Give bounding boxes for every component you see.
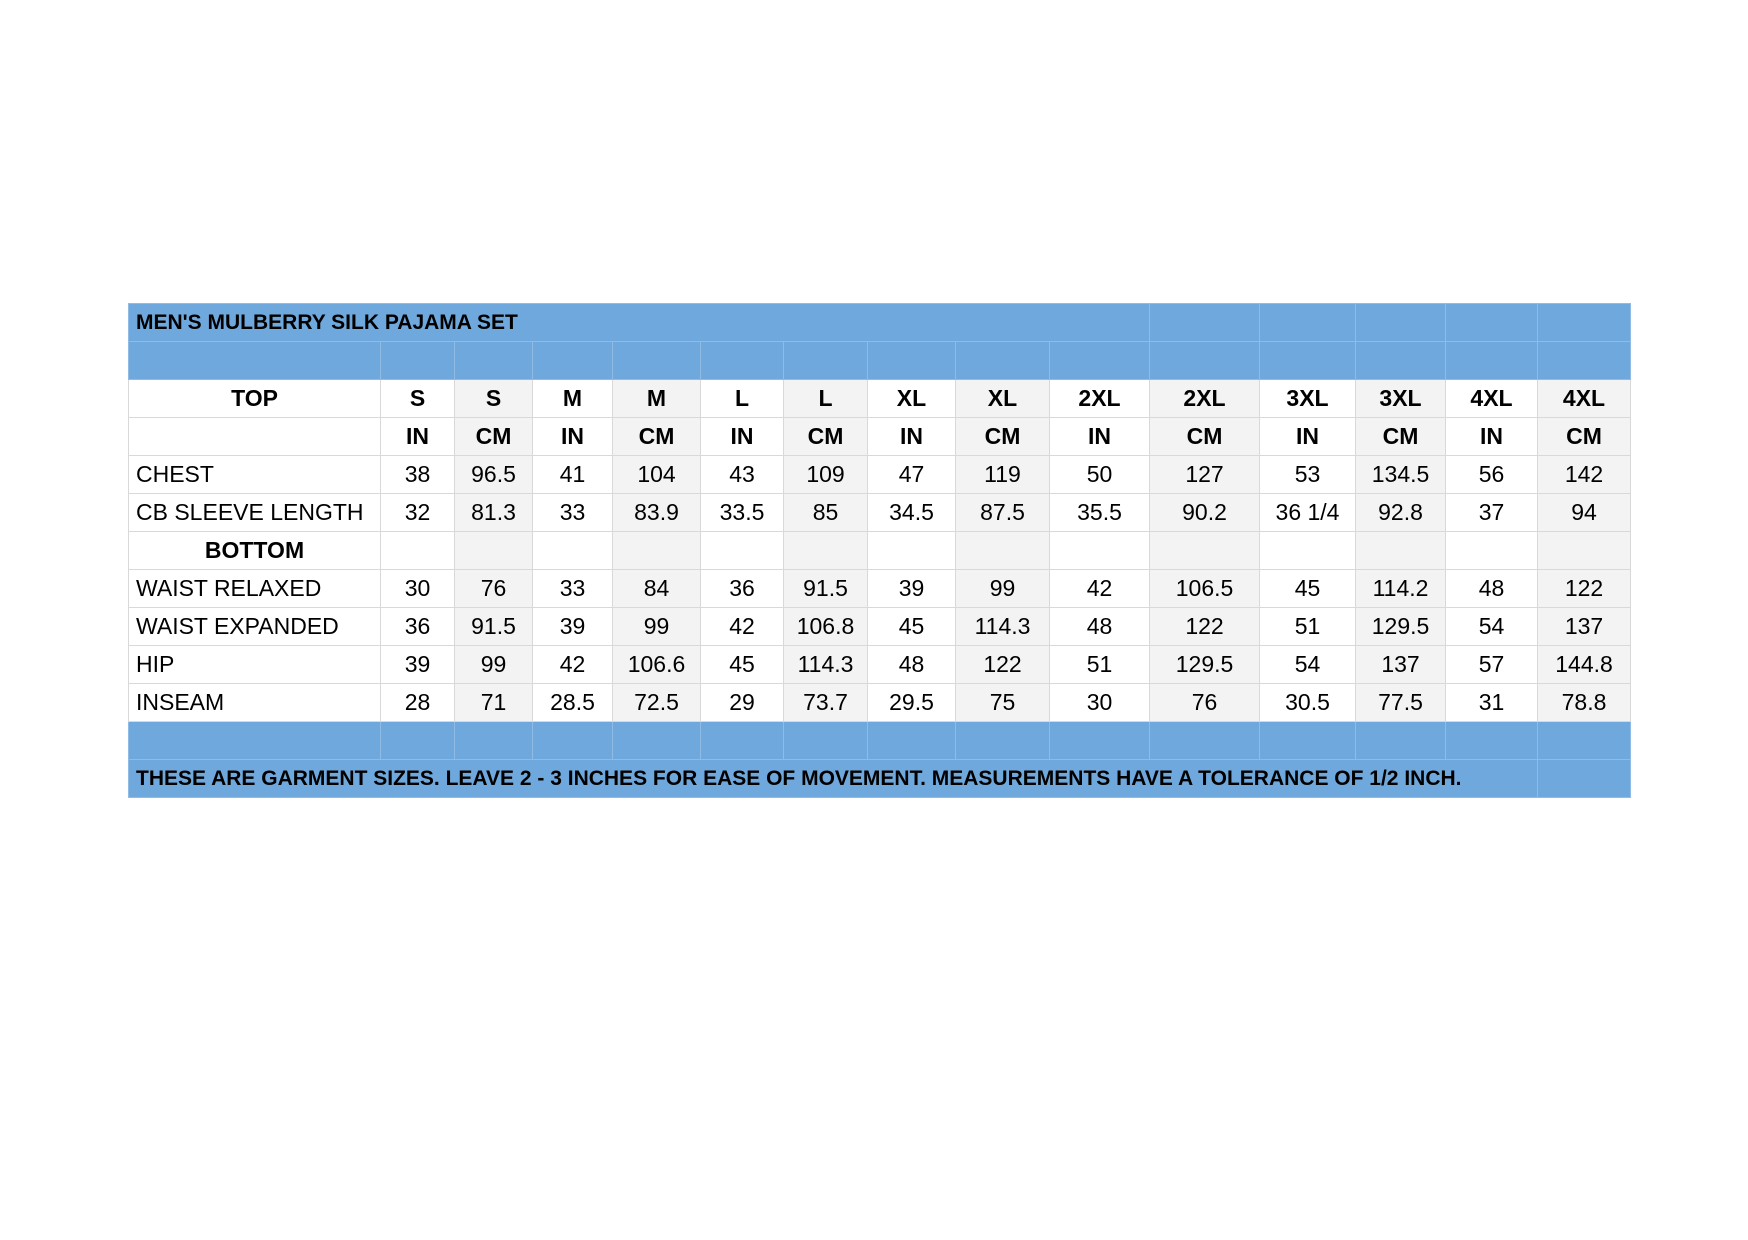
value-cell: 30 (1050, 684, 1150, 722)
empty-cell (956, 532, 1050, 570)
value-cell: 104 (613, 456, 701, 494)
value-cell: 32 (381, 494, 455, 532)
value-cell: 91.5 (455, 608, 533, 646)
title-row (129, 304, 1631, 342)
value-cell: 34.5 (868, 494, 956, 532)
size-cell: 3XL (1260, 380, 1356, 418)
value-cell: 75 (956, 684, 1050, 722)
bottom-section-header-row (129, 532, 1631, 570)
value-cell: 36 1/4 (1260, 494, 1356, 532)
section-label-top: TOP (129, 380, 381, 418)
unit-cell: IN (381, 418, 455, 456)
value-cell: 99 (613, 608, 701, 646)
value-cell: 56 (1446, 456, 1538, 494)
value-cell: 134.5 (1356, 456, 1446, 494)
size-cell: M (533, 380, 613, 418)
value-cell: 42 (533, 646, 613, 684)
value-cell: 45 (1260, 570, 1356, 608)
value-cell: 96.5 (455, 456, 533, 494)
value-cell: 76 (1150, 684, 1260, 722)
unit-cell: CM (1538, 418, 1631, 456)
empty-cell (613, 532, 701, 570)
value-cell: 76 (455, 570, 533, 608)
empty-cell (868, 532, 956, 570)
size-cell: S (381, 380, 455, 418)
row-label: CB SLEEVE LENGTH (129, 494, 381, 532)
value-cell: 114.2 (1356, 570, 1446, 608)
value-cell: 87.5 (956, 494, 1050, 532)
value-cell: 92.8 (1356, 494, 1446, 532)
value-cell: 37 (1446, 494, 1538, 532)
value-cell: 77.5 (1356, 684, 1446, 722)
table-title: MEN'S MULBERRY SILK PAJAMA SET (129, 304, 1150, 342)
empty-cell (1050, 532, 1150, 570)
value-cell: 45 (868, 608, 956, 646)
value-cell: 33 (533, 494, 613, 532)
value-cell: 51 (1260, 608, 1356, 646)
measurement-row (129, 494, 1631, 532)
value-cell: 43 (701, 456, 784, 494)
value-cell: 29 (701, 684, 784, 722)
unit-cell: IN (1260, 418, 1356, 456)
value-cell: 29.5 (868, 684, 956, 722)
value-cell: 30 (381, 570, 455, 608)
value-cell: 122 (956, 646, 1050, 684)
unit-cell: CM (455, 418, 533, 456)
value-cell: 137 (1356, 646, 1446, 684)
value-cell: 83.9 (613, 494, 701, 532)
row-label: CHEST (129, 456, 381, 494)
value-cell: 119 (956, 456, 1050, 494)
value-cell: 114.3 (784, 646, 868, 684)
value-cell: 48 (1050, 608, 1150, 646)
value-cell: 114.3 (956, 608, 1050, 646)
value-cell: 39 (533, 608, 613, 646)
unit-cell: IN (1446, 418, 1538, 456)
size-cell: 2XL (1050, 380, 1150, 418)
value-cell: 54 (1260, 646, 1356, 684)
size-cell: 4XL (1446, 380, 1538, 418)
value-cell: 47 (868, 456, 956, 494)
spacer-row-bottom (129, 722, 1631, 760)
value-cell: 50 (1050, 456, 1150, 494)
value-cell: 85 (784, 494, 868, 532)
value-cell: 99 (956, 570, 1050, 608)
value-cell: 36 (381, 608, 455, 646)
empty-cell (701, 532, 784, 570)
value-cell: 28.5 (533, 684, 613, 722)
empty-cell (1538, 532, 1631, 570)
row-label (129, 418, 381, 456)
value-cell: 91.5 (784, 570, 868, 608)
empty-cell (381, 532, 455, 570)
empty-cell (1356, 532, 1446, 570)
value-cell: 127 (1150, 456, 1260, 494)
measurement-row (129, 456, 1631, 494)
value-cell: 33.5 (701, 494, 784, 532)
value-cell: 38 (381, 456, 455, 494)
empty-cell (1150, 532, 1260, 570)
unit-cell: CM (1356, 418, 1446, 456)
value-cell: 48 (1446, 570, 1538, 608)
value-cell: 51 (1050, 646, 1150, 684)
measurement-row (129, 684, 1631, 722)
size-cell: L (701, 380, 784, 418)
value-cell: 122 (1150, 608, 1260, 646)
value-cell: 57 (1446, 646, 1538, 684)
value-cell: 54 (1446, 608, 1538, 646)
value-cell: 71 (455, 684, 533, 722)
unit-cell: CM (1150, 418, 1260, 456)
size-cell: XL (956, 380, 1050, 418)
value-cell: 137 (1538, 608, 1631, 646)
size-cell: M (613, 380, 701, 418)
spacer-row-top (129, 342, 1631, 380)
row-label: WAIST RELAXED (129, 570, 381, 608)
value-cell: 31 (1446, 684, 1538, 722)
section-label-bottom: BOTTOM (129, 532, 381, 570)
footnote-row (129, 760, 1631, 798)
value-cell: 84 (613, 570, 701, 608)
value-cell: 142 (1538, 456, 1631, 494)
size-chart-table (128, 303, 1631, 798)
value-cell: 72.5 (613, 684, 701, 722)
unit-cell: IN (868, 418, 956, 456)
value-cell: 30.5 (1260, 684, 1356, 722)
row-label: INSEAM (129, 684, 381, 722)
empty-cell (533, 532, 613, 570)
value-cell: 90.2 (1150, 494, 1260, 532)
unit-cell: IN (533, 418, 613, 456)
size-cell: S (455, 380, 533, 418)
unit-cell: IN (1050, 418, 1150, 456)
value-cell: 35.5 (1050, 494, 1150, 532)
size-cell: 4XL (1538, 380, 1631, 418)
value-cell: 53 (1260, 456, 1356, 494)
value-cell: 39 (381, 646, 455, 684)
value-cell: 45 (701, 646, 784, 684)
value-cell: 122 (1538, 570, 1631, 608)
value-cell: 48 (868, 646, 956, 684)
value-cell: 33 (533, 570, 613, 608)
measurement-row (129, 570, 1631, 608)
value-cell: 81.3 (455, 494, 533, 532)
value-cell: 144.8 (1538, 646, 1631, 684)
empty-cell (784, 532, 868, 570)
size-header-row (129, 380, 1631, 418)
value-cell: 78.8 (1538, 684, 1631, 722)
measurement-row (129, 646, 1631, 684)
value-cell: 42 (1050, 570, 1150, 608)
value-cell: 28 (381, 684, 455, 722)
empty-cell (455, 532, 533, 570)
value-cell: 106.8 (784, 608, 868, 646)
value-cell: 109 (784, 456, 868, 494)
size-cell: 2XL (1150, 380, 1260, 418)
value-cell: 36 (701, 570, 784, 608)
unit-header-row (129, 418, 1631, 456)
unit-cell: IN (701, 418, 784, 456)
value-cell: 39 (868, 570, 956, 608)
value-cell: 106.6 (613, 646, 701, 684)
empty-cell (1260, 532, 1356, 570)
measurement-row (129, 608, 1631, 646)
row-label: WAIST EXPANDED (129, 608, 381, 646)
size-cell: 3XL (1356, 380, 1446, 418)
value-cell: 42 (701, 608, 784, 646)
value-cell: 94 (1538, 494, 1631, 532)
value-cell: 41 (533, 456, 613, 494)
footnote-text: THESE ARE GARMENT SIZES. LEAVE 2 - 3 INCHES FOR EASE OF MOVEMENT. MEASUREMENTS HAVE A TOLERANCE OF 1/2 INCH. (129, 760, 1538, 798)
unit-cell: CM (613, 418, 701, 456)
unit-cell: CM (956, 418, 1050, 456)
empty-cell (1446, 532, 1538, 570)
value-cell: 99 (455, 646, 533, 684)
size-cell: L (784, 380, 868, 418)
value-cell: 73.7 (784, 684, 868, 722)
value-cell: 106.5 (1150, 570, 1260, 608)
value-cell: 129.5 (1150, 646, 1260, 684)
value-cell: 129.5 (1356, 608, 1446, 646)
unit-cell: CM (784, 418, 868, 456)
row-label: HIP (129, 646, 381, 684)
size-cell: XL (868, 380, 956, 418)
